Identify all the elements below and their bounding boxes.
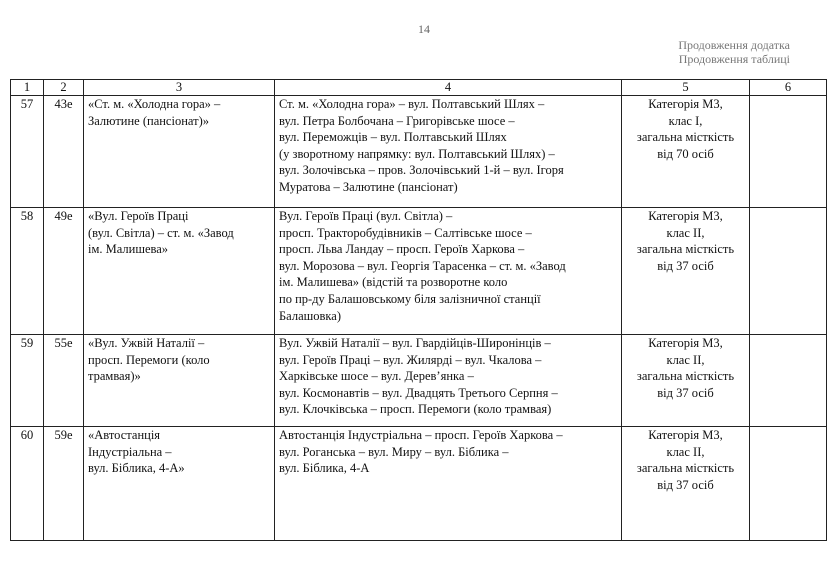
route-code: 49е	[44, 208, 84, 335]
routes-table	[10, 79, 827, 541]
route-path-line: вул. Золочівська – пров. Золочівський 1-й – вул. Ігоря	[279, 163, 564, 178]
route-path-line: вул. Морозова – вул. Георгія Тарасенка – ст. м. «Завод	[279, 258, 566, 273]
route-path-line: просп. Тракторобудівників – Салтівське шосе –	[279, 225, 532, 240]
table-row	[11, 208, 827, 335]
route-name	[84, 96, 275, 208]
table-row	[11, 427, 827, 541]
route-path-line: просп. Льва Ландау – просп. Героїв Харкова –	[279, 242, 525, 257]
route-path-line: Муратова – Залютине (пансіонат)	[279, 179, 458, 194]
header-col-5: 5	[622, 80, 750, 96]
row-number: 60	[11, 427, 44, 541]
route-path-line: вул. Роганська – вул. Миру – вул. Біблика –	[279, 444, 509, 459]
route-name-line: «Автостанція	[88, 428, 161, 442]
route-path-line: (у зворотному напрямку: вул. Полтавський Шлях) –	[279, 146, 555, 161]
route-name	[84, 335, 275, 427]
route-name-line: «Ст. м. «Холодна гора» –	[88, 97, 221, 111]
route-path-line: вул. Біблика, 4-А	[279, 461, 370, 476]
route-name	[84, 208, 275, 335]
route-name-line: трамвая)»	[88, 369, 141, 384]
category-line: Категорія М3,	[648, 209, 723, 223]
route-path-line: вул. Клочківська – просп. Перемоги (коло трамвая)	[279, 402, 552, 417]
category-line: від 37 осіб	[657, 258, 714, 273]
row-number: 58	[11, 208, 44, 335]
category-line: від 37 осіб	[657, 477, 714, 492]
category-line: клас II,	[666, 352, 705, 367]
category-line: загальна місткість	[636, 242, 735, 257]
category-line: Категорія М3,	[648, 97, 723, 111]
continuation-table: Продовження таблиці	[678, 52, 790, 66]
header-col-2: 2	[44, 80, 84, 96]
route-path-line: Балашовка)	[279, 308, 341, 323]
continuation-appendix: Продовження додатка	[678, 38, 790, 52]
route-name-line: просп. Перемоги (коло	[88, 352, 210, 367]
route-path-line: вул. Петра Болбочана – Григорівське шосе –	[279, 113, 515, 128]
category-line: від 70 осіб	[657, 146, 714, 161]
route-path	[275, 208, 622, 335]
note-cell	[750, 335, 827, 427]
note-cell	[750, 427, 827, 541]
category-line: клас I,	[668, 113, 703, 128]
route-name-line: ім. Малишева»	[88, 242, 169, 257]
route-path-line: по пр-ду Балашовському біля залізничної станції	[279, 291, 541, 306]
category-line: загальна місткість	[636, 461, 735, 476]
category-line: загальна місткість	[636, 369, 735, 384]
note-cell	[750, 208, 827, 335]
category-line: від 37 осіб	[657, 385, 714, 400]
route-path-line: ім. Малишева» (відстій та розворотне коло	[279, 275, 508, 290]
route-path-line: вул. Героїв Праці – вул. Жилярді – вул. Чкалова –	[279, 352, 542, 367]
table-row	[11, 335, 827, 427]
route-path	[275, 96, 622, 208]
vehicle-category	[622, 96, 750, 208]
category-line: загальна місткість	[636, 130, 735, 145]
route-name-line: Залютине (пансіонат)»	[88, 113, 209, 128]
route-code: 55е	[44, 335, 84, 427]
continuation-note	[678, 38, 790, 66]
category-line: клас II,	[666, 225, 705, 240]
header-col-4: 4	[275, 80, 622, 96]
category-line: Категорія М3,	[648, 428, 723, 442]
vehicle-category	[622, 427, 750, 541]
route-name	[84, 427, 275, 541]
category-line: клас II,	[666, 444, 705, 459]
route-name-line: «Вул. Ужвій Наталії –	[88, 336, 205, 350]
route-path-line: Вул. Героїв Праці (вул. Світла) –	[279, 209, 453, 223]
route-path-line: Харківське шосе – вул. Дерев’янка –	[279, 369, 474, 384]
row-number: 59	[11, 335, 44, 427]
route-path	[275, 335, 622, 427]
route-name-line: (вул. Світла) – ст. м. «Завод	[88, 225, 234, 240]
route-code: 43е	[44, 96, 84, 208]
header-col-3: 3	[84, 80, 275, 96]
row-number: 57	[11, 96, 44, 208]
route-name-line: «Вул. Героїв Праці	[88, 209, 189, 223]
vehicle-category	[622, 335, 750, 427]
header-col-6: 6	[750, 80, 827, 96]
header-row	[11, 80, 827, 96]
route-path	[275, 427, 622, 541]
route-path-line: Ст. м. «Холодна гора» – вул. Полтавський Шлях –	[279, 97, 545, 111]
header-col-1: 1	[11, 80, 44, 96]
route-code: 59е	[44, 427, 84, 541]
route-name-line: Індустріальна –	[88, 444, 172, 459]
note-cell	[750, 96, 827, 208]
vehicle-category	[622, 208, 750, 335]
route-path-line: вул. Переможців – вул. Полтавський Шлях	[279, 130, 507, 145]
route-path-line: Автостанція Індустріальна – просп. Героїв Харкова –	[279, 428, 563, 442]
route-path-line: Вул. Ужвій Наталії – вул. Гвардійців-Широнінців –	[279, 336, 551, 350]
category-line: Категорія М3,	[648, 336, 723, 350]
route-path-line: вул. Космонавтів – вул. Двадцять Третього Серпня –	[279, 385, 558, 400]
route-name-line: вул. Біблика, 4-А»	[88, 461, 185, 476]
table-row	[11, 96, 827, 208]
page-number: 14	[418, 22, 430, 36]
